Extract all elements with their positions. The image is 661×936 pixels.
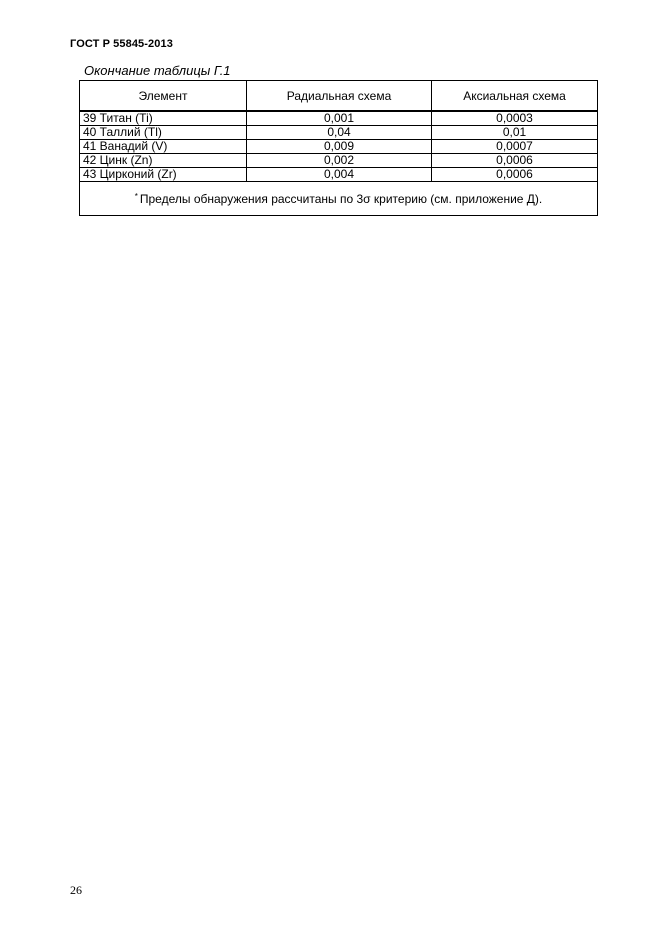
table-caption: Окончание таблицы Г.1 [84,63,231,78]
column-header-axial: Аксиальная схема [432,81,598,112]
column-header-radial: Радиальная схема [247,81,432,112]
table-row [80,126,598,140]
column-header-element: Элемент [80,81,247,112]
page-number: 26 [70,883,82,897]
radial-value-cell: 0,04 [247,126,432,140]
axial-value-cell: 0,01 [432,126,598,140]
element-cell: 43 Цирконий (Zr) [80,168,247,182]
element-cell: 40 Таллий (Tl) [80,126,247,140]
table-header-row [80,81,598,112]
element-cell: 42 Цинк (Zn) [80,154,247,168]
footnote-text: Пределы обнаружения рассчитаны по 3σ критерию (см. приложение Д). [139,191,543,206]
detection-limits-table [79,80,598,216]
footnote-cell [80,182,598,216]
axial-value-cell: 0,0007 [432,140,598,154]
table-row [80,111,598,126]
axial-value-cell: 0,0003 [432,111,598,126]
axial-value-cell: 0,0006 [432,154,598,168]
table-row [80,168,598,182]
radial-value-cell: 0,001 [247,111,432,126]
element-cell: 39 Титан (Ti) [80,111,247,126]
table-row [80,154,598,168]
table-row [80,140,598,154]
radial-value-cell: 0,009 [247,140,432,154]
footnote-mark: * [134,191,138,201]
radial-value-cell: 0,002 [247,154,432,168]
footnote-row [80,182,598,216]
radial-value-cell: 0,004 [247,168,432,182]
element-cell: 41 Ванадий (V) [80,140,247,154]
document-header: ГОСТ Р 55845-2013 [70,38,173,50]
axial-value-cell: 0,0006 [432,168,598,182]
